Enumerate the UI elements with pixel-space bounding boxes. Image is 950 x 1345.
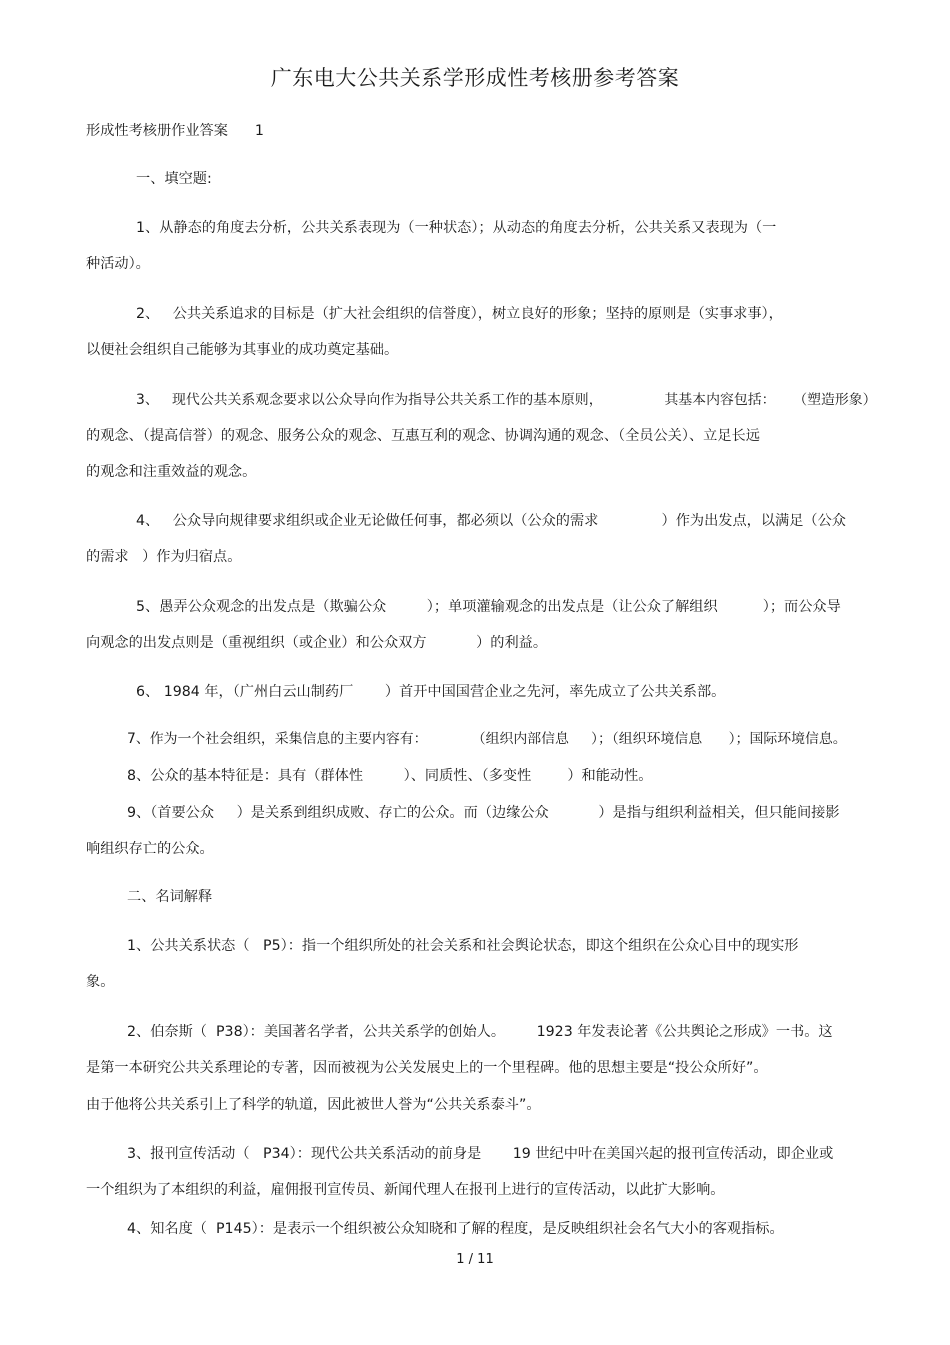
document-title: 广东电大公共关系学形成性考核册参考答案 [270,66,680,90]
paragraph-line: 1、从静态的角度去分析，公共关系表现为（一种状态）；从动态的角度去分析，公共关系又表现为（一 [136,220,777,236]
paragraph-line: 3、 现代公共关系观念要求以公众导向作为指导公共关系工作的基本原则， 其基本内容包括： （塑造形象） [136,392,877,408]
paragraph-line: 的需求 ）作为归宿点。 [86,549,242,565]
paragraph-line: 5、愚弄公众观念的出发点是（欺骗公众 ）；单项灌输观念的出发点是（让公众了解组织 ）；而公众导 [136,599,841,615]
paragraph-line: 3、报刊宣传活动（ P34）：现代公共关系活动的前身是 19 世纪中叶在美国兴起的报刊宣传活动，即企业或 [127,1146,834,1162]
paragraph-line: 的观念、（提高信誉）的观念、服务公众的观念、互惠互利的观念、协调沟通的观念、（全员公关）、立足长远 [86,428,760,444]
paragraph-line: 是第一本研究公共关系理论的专著，因而被视为公关发展史上的一个里程碑。他的思想主要是“投公众所好”。 [86,1060,768,1076]
paragraph-line: 的观念和注重效益的观念。 [86,464,257,480]
paragraph-line: 4、知名度（ P145）：是表示一个组织被公众知晓和了解的程度，是反映组织社会名气大小的客观指标。 [127,1221,784,1237]
paragraph-line: 2、伯奈斯（ P38）：美国著名学者，公共关系学的创始人。 1923 年发表论著《公共舆论之形成》一书。这 [127,1024,833,1040]
paragraph-line: 8、公众的基本特征是：具有（群体性 ）、同质性、（多变性 ）和能动性。 [127,768,653,784]
section-heading-fill-blank: 一、填空题: [136,171,212,187]
page-number: 1 / 11 [456,1252,494,1267]
paragraph-line: 1、公共关系状态（ P5）：指一个组织所处的社会关系和社会舆论状态，即这个组织在公众心目中的现实形 [127,938,799,954]
paragraph-line: 4、 公众导向规律要求组织或企业无论做任何事，都必须以（公众的需求 ）作为出发点，以满足（公众 [136,513,846,529]
paragraph-line: 响组织存亡的公众。 [86,841,214,857]
paragraph-line: 一个组织为了本组织的利益，雇佣报刊宣传员、新闻代理人在报刊上进行的宣传活动，以此扩大影响。 [86,1182,725,1198]
paragraph-line: 象。 [86,974,115,990]
paragraph-line: 向观念的出发点则是（重视组织（或企业）和公众双方 ）的利益。 [86,635,548,651]
section-heading-terms: 二、名词解释 [127,889,213,905]
paragraph-line: 2、 公共关系追求的目标是（扩大社会组织的信誉度），树立良好的形象；坚持的原则是（实事求事）， [136,306,783,322]
paragraph-line: 种活动）。 [86,256,150,272]
paragraph-line: 以便社会组织自己能够为其事业的成功奠定基础。 [86,342,399,358]
paragraph-line: 由于他将公共关系引上了科学的轨道，因此被世人誉为“公共关系泰斗”。 [86,1097,541,1113]
paragraph-line: 9、（首要公众 ）是关系到组织成败、存亡的公众。而（边缘公众 ）是指与组织利益相关，但只能间接影 [127,805,840,821]
subtitle: 形成性考核册作业答案 1 [86,123,264,139]
paragraph-line: 7、作为一个社会组织，采集信息的主要内容有： （组织内部信息 ）；（组织环境信息 ）；国际环境信息。 [127,731,847,747]
paragraph-line: 6、 1984 年，（广州白云山制药厂 ）首开中国国营企业之先河，率先成立了公共关系部。 [136,684,726,700]
